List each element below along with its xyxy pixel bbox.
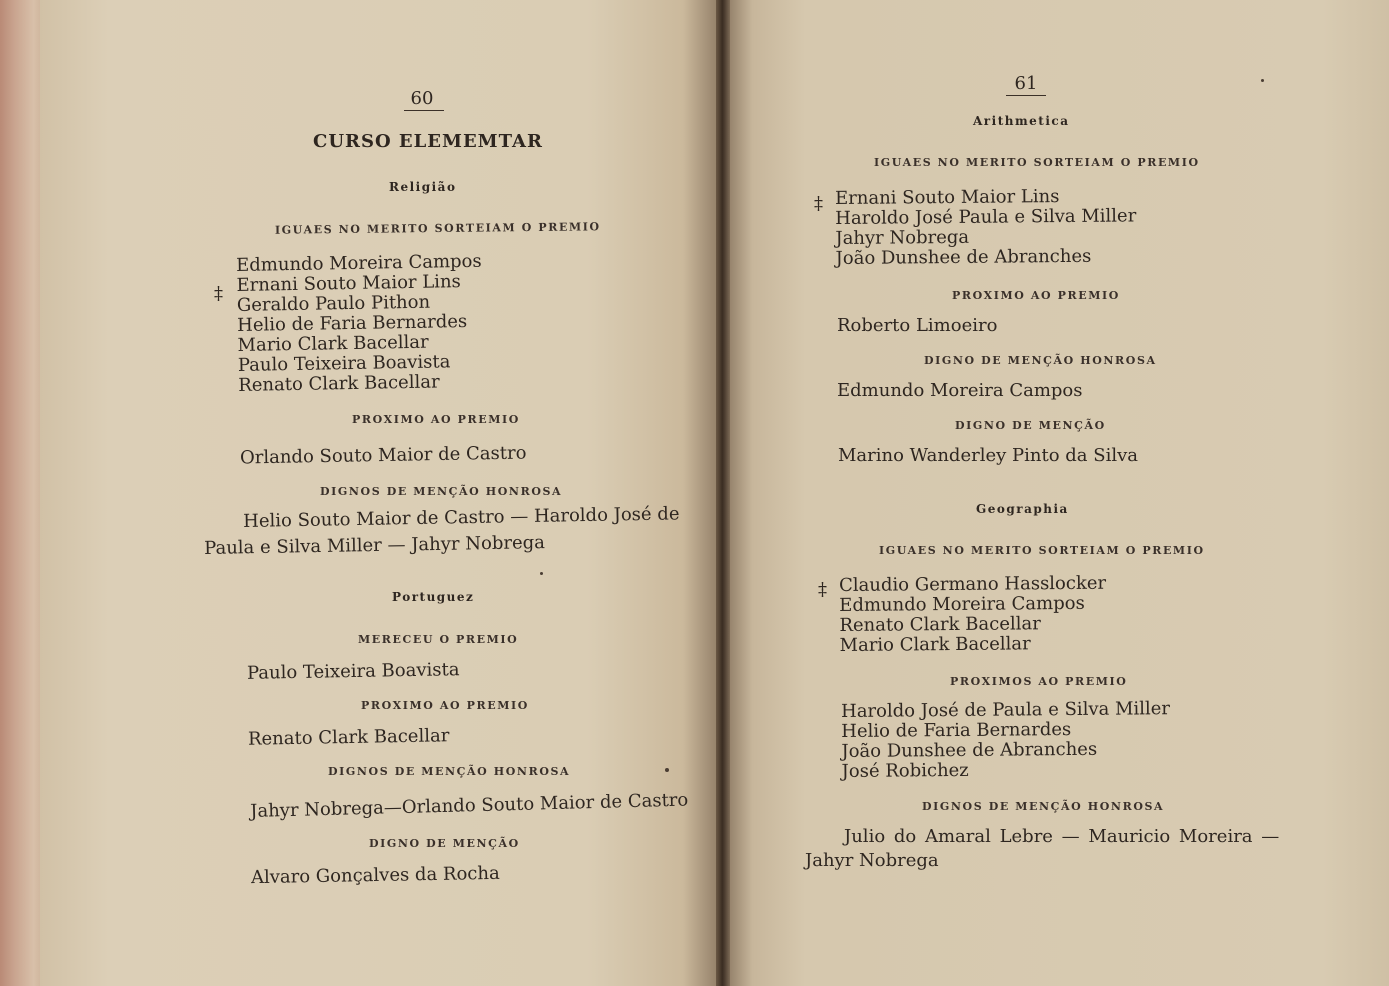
page-number-rule (1006, 95, 1046, 96)
list-item: João Dunshee de Abranches (835, 245, 1092, 269)
book-gutter (716, 0, 730, 986)
section-heading-religiao: Religião (389, 180, 457, 194)
section-heading-geographia: Geographia (976, 502, 1069, 516)
paragraph-line: Jahyr Nobrega (805, 850, 939, 871)
paragraph-line: Helio Souto Maior de Castro — Haroldo José de (243, 503, 680, 532)
caption-dignos: DIGNOS DE MENÇÃO HONROSA (320, 485, 563, 498)
list-item: Edmundo Moreira Campos (235, 250, 482, 276)
name-list (841, 699, 1171, 782)
caption-digno-honrosa: DIGNO DE MENÇÃO HONROSA (924, 354, 1157, 367)
caption-dignos: DIGNOS DE MENÇÃO HONROSA (328, 765, 571, 778)
caption-mereceu: MERECEU O PREMIO (358, 633, 519, 646)
page-title: CURSO ELEMEMTAR (313, 131, 543, 152)
list-item: Haroldo José Paula e Silva Miller (835, 205, 1137, 229)
dagger-mark: ‡ (814, 193, 823, 214)
page-number: 60 (410, 88, 434, 109)
list-item: Jahyr Nobrega—Orlando Souto Maior de Castro (249, 789, 689, 822)
caption-dignos: DIGNOS DE MENÇÃO HONROSA (922, 800, 1165, 813)
list-item: Claudio Germano Hasslocker (838, 572, 1107, 596)
list-item: Helio de Faria Bernardes (841, 718, 1072, 742)
list-item: Renato Clark Bacellar (238, 371, 440, 396)
dagger-mark: ‡ (214, 283, 223, 304)
caption-proximo: PROXIMO AO PREMIO (361, 699, 529, 712)
list-item: Paulo Teixeira Boavista (237, 351, 451, 376)
page-number: 61 (1014, 73, 1038, 94)
list-item: Renato Clark Bacellar (247, 725, 450, 750)
name-list (839, 574, 1107, 656)
list-item: Edmundo Moreira Campos (839, 592, 1085, 616)
list-item: Mario Clark Bacellar (237, 331, 429, 356)
list-item: José Robichez (841, 759, 969, 782)
list-item: Alvaro Gonçalves da Rocha (250, 862, 500, 889)
caption-proximo: PROXIMO AO PREMIO (952, 289, 1120, 302)
caption-digno: DIGNO DE MENÇÃO (369, 837, 520, 850)
list-item: Mario Clark Bacellar (839, 633, 1031, 656)
list-item: Paulo Teixeira Boavista (246, 659, 460, 684)
list-item: Renato Clark Bacellar (839, 613, 1041, 636)
caption-iguaes: IGUAES NO MERITO SORTEIAM O PREMIO (879, 544, 1205, 557)
list-item: Ernani Souto Maior Lins (236, 271, 461, 296)
paragraph-line: Julio do Amaral Lebre — Mauricio Moreira — (844, 826, 1280, 847)
paragraph-line: Paula e Silva Miller — Jahyr Nobrega (204, 532, 546, 559)
page-number-rule (404, 110, 444, 111)
list-item: Ernani Souto Maior Lins (834, 186, 1060, 209)
list-item: Roberto Limoeiro (837, 315, 998, 336)
list-item: Haroldo José de Paula e Silva Miller (840, 698, 1171, 722)
section-heading-portuguez: Portuguez (392, 590, 475, 604)
caption-iguaes: IGUAES NO MERITO SORTEIAM O PREMIO (274, 220, 601, 237)
caption-proximo: PROXIMO AO PREMIO (352, 413, 520, 426)
dagger-mark: ‡ (818, 579, 827, 600)
caption-digno: DIGNO DE MENÇÃO (955, 419, 1106, 432)
list-item: João Dunshee de Abranches (841, 738, 1098, 762)
list-item: Orlando Souto Maior de Castro (239, 442, 527, 469)
section-heading-arithmetica: Arithmetica (973, 114, 1070, 128)
list-item: Marino Wanderley Pinto da Silva (838, 445, 1138, 466)
list-item: Edmundo Moreira Campos (837, 380, 1083, 401)
list-item: Geraldo Paulo Pithon (236, 291, 431, 316)
name-list (236, 252, 484, 396)
ink-speck (1261, 79, 1264, 82)
ink-speck (540, 572, 543, 575)
list-item: Helio de Faria Bernardes (237, 310, 468, 336)
list-item: Jahyr Nobrega (835, 226, 970, 249)
ink-speck (665, 768, 669, 772)
name-list (835, 186, 1137, 269)
caption-iguaes: IGUAES NO MERITO SORTEIAM O PREMIO (874, 156, 1200, 169)
caption-proximos: PROXIMOS AO PREMIO (950, 675, 1128, 688)
